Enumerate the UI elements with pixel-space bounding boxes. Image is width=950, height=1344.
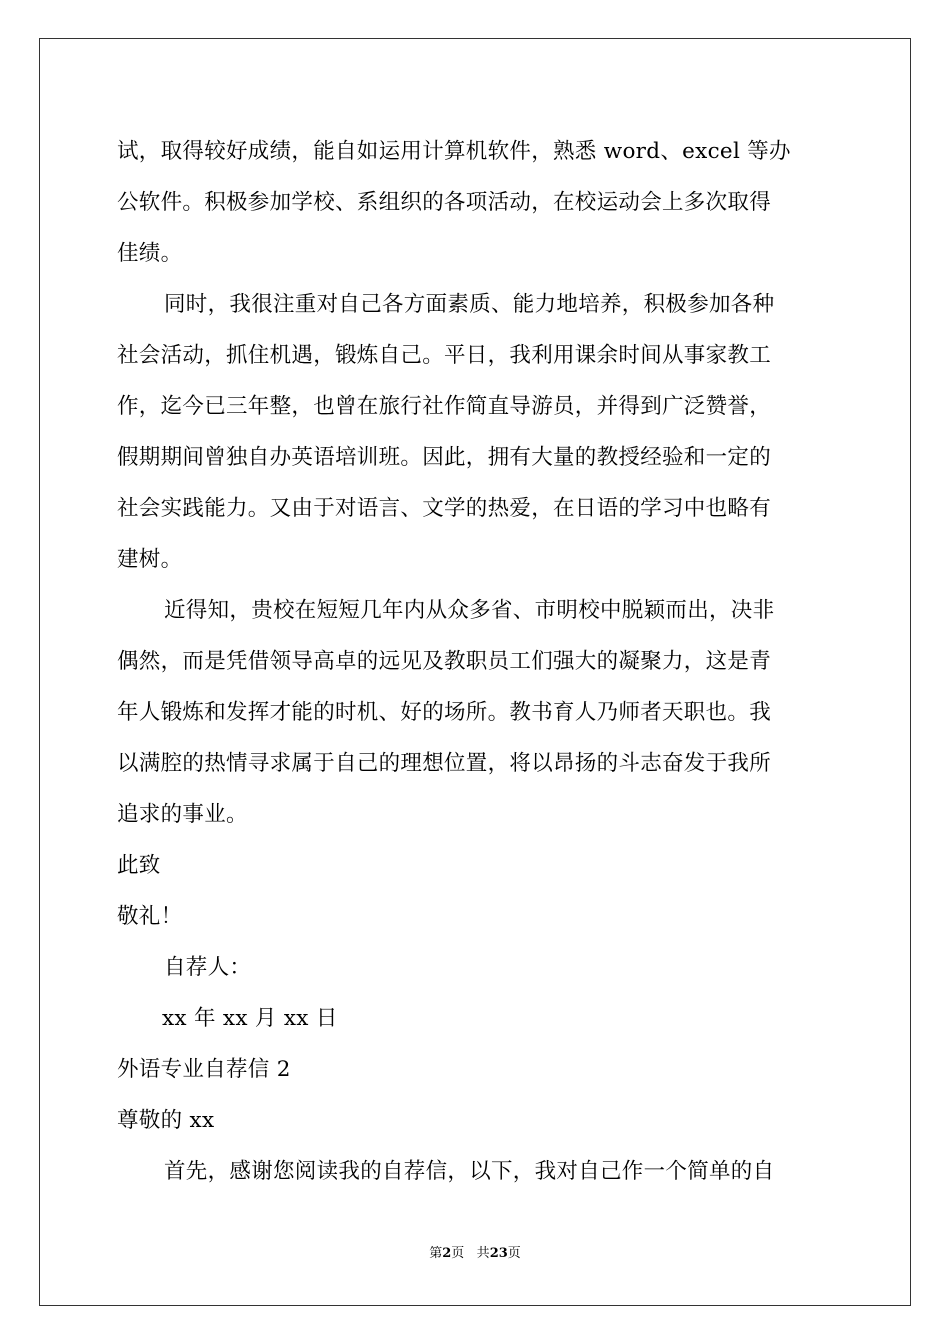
page-number: 2 (442, 1246, 452, 1261)
greeting-line: 尊敬的 xx (117, 1108, 215, 1133)
body-line: 建树。 (117, 547, 183, 572)
body-line: 试，取得较好成绩，能自如运用计算机软件，熟悉 word、excel 等办 (117, 139, 791, 164)
paragraph-start-line: 首先，感谢您阅读我的自荐信，以下，我对自己作一个简单的自 (164, 1159, 775, 1184)
letter-body (117, 126, 837, 1197)
total-suffix: 页 (507, 1246, 521, 1261)
paragraph-start-line: 近得知，贵校在短短几年内从众多省、市明校中脱颖而出，决非 (164, 598, 775, 623)
total-prefix: 共 (476, 1246, 490, 1261)
page-footer (0, 1246, 950, 1262)
paragraph-start-line: 同时，我很注重对自己各方面素质、能力地培养，积极参加各种 (164, 292, 775, 317)
section-title: 外语专业自荐信 2 (117, 1057, 291, 1082)
page-prefix: 第 (429, 1246, 443, 1261)
body-line: 社会实践能力。又由于对语言、文学的热爱，在日语的学习中也略有 (117, 496, 772, 521)
body-line: 追求的事业。 (117, 802, 248, 827)
body-line: 社会活动，抓住机遇，锻炼自己。平日，我利用课余时间从事家教工 (117, 343, 772, 368)
salutation-line: 敬礼！ (117, 904, 183, 929)
total-pages: 23 (489, 1246, 508, 1261)
body-line: 公软件。积极参加学校、系组织的各项活动，在校运动会上多次取得 (117, 190, 772, 215)
signature-line: 自荐人： (164, 955, 252, 980)
body-line: 以满腔的热情寻求属于自己的理想位置，将以昂扬的斗志奋发于我所 (117, 751, 772, 776)
date-line: xx 年 xx 月 xx 日 (162, 1006, 338, 1031)
body-line: 偶然，而是凭借领导高卓的远见及教职员工们强大的凝聚力，这是青 (117, 649, 772, 674)
body-line: 年人锻炼和发挥才能的时机、好的场所。教书育人乃师者天职也。我 (117, 700, 772, 725)
body-line: 假期期间曾独自办英语培训班。因此，拥有大量的教授经验和一定的 (117, 445, 772, 470)
page-suffix: 页 (451, 1246, 465, 1261)
closing-line: 此致 (117, 853, 161, 878)
body-line: 佳绩。 (117, 241, 183, 266)
body-line: 作，迄今已三年整，也曾在旅行社作简直导游员，并得到广泛赞誉， (117, 394, 772, 419)
